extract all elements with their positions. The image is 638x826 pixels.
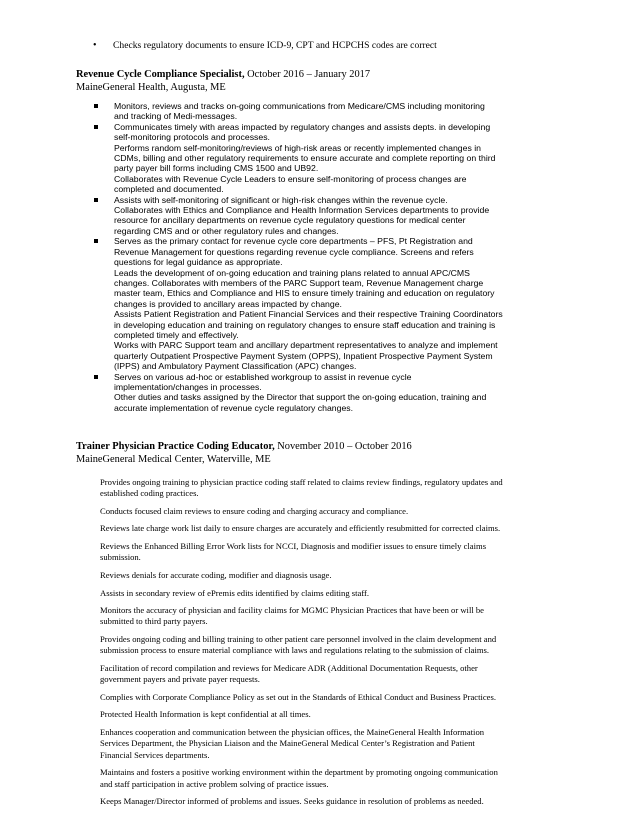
job1-bullet-line: questions for legal guidance as appropriate. (114, 257, 283, 268)
job2-duty-line: Assists in secondary review of ePremis edits identified by claims editing staff. (100, 587, 370, 598)
job1-bullet-line: Serves on various ad-hoc or established workgroup to assist in revenue cycle (114, 371, 412, 382)
job2-paragraph-list (100, 477, 570, 814)
job1-bullet-line: Other duties and tasks assigned by the Director that support the on-going education, training and (114, 392, 487, 403)
job1-bullet-line: changes. Collaborates with members of the PARC Support team, Revenue Management charge (114, 277, 484, 288)
job1-bullet-line: Collaborates with Revenue Cycle Leaders to ensure self-monitoring of process changes are (114, 173, 467, 184)
job2-duty-paragraph (100, 477, 570, 500)
job2-duty-line: Keeps Manager/Director informed of problems and issues. Seeks guidance in resolution of problems as needed. (100, 796, 484, 807)
job2-duty-line: government payers and private payer requests. (100, 674, 260, 685)
job2-duty-paragraph (100, 541, 570, 564)
job2-duty-line: Reviews denials for accurate coding, modifier and diagnosis usage. (100, 569, 332, 580)
job1-bullet-line: master team, Ethics and Compliance and HIS to ensure timely training and education on regulatory (114, 288, 495, 299)
job1-bullet-line: completed and documented. (114, 184, 224, 195)
job2-duty-line: Enhances cooperation and communication between the physician offices, the MaineGeneral Health Information (100, 727, 485, 738)
job2-duty-line: submitted to third party payers. (100, 616, 208, 627)
job1-bullet-line: Assists Patient Registration and Patient Financial Services and their respective Training Coordinators (114, 309, 503, 320)
job2-duty-paragraph (100, 605, 570, 628)
job2-duty-paragraph (100, 506, 570, 517)
job2-duty-line: and staff participation in active problem solving of practice issues. (100, 778, 329, 789)
job2-duty-paragraph (100, 796, 570, 807)
job1-bullet-line: Performs random self-monitoring/reviews of high-risk areas or recently implemented changes in (114, 142, 481, 153)
job1-title: Revenue Cycle Compliance Specialist, (76, 69, 245, 80)
job2-duty-line: submission process to ensure material compliance with laws and regulations relating to the submission of claims. (100, 645, 490, 656)
job1-bullet-list (93, 101, 573, 413)
job1-bullet-line: completed timely and effectively. (114, 329, 239, 340)
job2-duty-line: Facilitation of record compilation and reviews for Medicare ADR (Additional Documentation Requests, other (100, 662, 478, 673)
job2-duty-paragraph (100, 727, 570, 761)
job1-bullet-line: and tracking of Medi-messages. (114, 111, 238, 122)
job1-bullet-line: quarterly Outpatient Prospective Payment System (OPPS), Inpatient Prospective Payment System (114, 350, 493, 361)
job2-duty-line: Financial Services departments. (100, 749, 210, 760)
job1-bullet-line: party payer bill forms including CMS 1500 and UB92. (114, 163, 319, 174)
job2-title-line (76, 440, 412, 453)
job1-bullet-line: resource for ancillary departments on revenue cycle regulatory questions for medical center (114, 215, 466, 226)
job2-duty-line: Provides ongoing coding and billing training to other patient care personnel involved in the claim development and (100, 634, 497, 645)
job1-bullet-line: implementation/changes in processes. (114, 381, 262, 392)
square-bullet-icon (94, 375, 98, 379)
job2-duty-paragraph (100, 634, 570, 657)
job1-bullet-line: changes is provided to ancillary areas impacted by change. (114, 298, 342, 309)
square-bullet-icon (94, 104, 98, 108)
job2-duty-line: submission. (100, 552, 141, 563)
job1-bullet-line: accurate implementation of revenue cycle regulatory changes. (114, 402, 354, 413)
job2-duty-paragraph (100, 523, 570, 534)
job1-bullet-line: Leads the development of on-going education and training plans related to annual APC/CMS (114, 267, 470, 278)
job2-duty-line: Protected Health Information is kept confidential at all times. (100, 709, 311, 720)
job2-duty-line: Services Department, the Physician Liaison and the MaineGeneral Medical Center’s Registration and Patient (100, 738, 475, 749)
job1-bullet-item (93, 236, 573, 371)
job1-bullet-item (93, 101, 573, 122)
job2-duty-paragraph (100, 767, 570, 790)
job1-bullet-line: Works with PARC Support team and ancillary department representatives to analyze and implement (114, 340, 498, 351)
job1-title-line (76, 68, 370, 81)
top-bullet-text: Checks regulatory documents to ensure ICD-9, CPT and HCPCHS codes are correct (113, 40, 437, 51)
job2-duty-paragraph (100, 588, 570, 599)
job2-duty-line: Reviews the Enhanced Billing Error Work lists for NCCI, Diagnosis and modifier issues to ensure timely claims (100, 541, 487, 552)
job2-duty-paragraph (100, 663, 570, 686)
job2-employer: MaineGeneral Medical Center, Waterville, ME (76, 454, 271, 465)
job2-title: Trainer Physician Practice Coding Educator, (76, 441, 275, 452)
job2-duty-line: Maintains and fosters a positive working environment within the department by promoting ongoing communication (100, 767, 498, 778)
job1-bullet-line: Collaborates with Ethics and Compliance and Health Information Services departments to provide (114, 205, 490, 216)
job1-bullet-line: Monitors, reviews and tracks on-going communications from Medicare/CMS including monitoring (114, 101, 485, 111)
job2-dates: November 2010 – October 2016 (274, 441, 412, 452)
job2-duty-line: Complies with Corporate Compliance Policy as set out in the Standards of Ethical Conduct and Business Practices. (100, 691, 496, 702)
job2-duty-paragraph (100, 709, 570, 720)
job1-bullet-line: Serves as the primary contact for revenue cycle core departments – PFS, Pt Registration and (114, 236, 473, 247)
job2-duty-paragraph (100, 692, 570, 703)
job2-duty-line: Monitors the accuracy of physician and facility claims for MGMC Physician Practices that have been or will be (100, 605, 484, 616)
job1-employer: MaineGeneral Health, Augusta, ME (76, 82, 226, 93)
job1-bullet-line: CDMs, billing and other regulatory requirements to ensure accurate and complete reporting on third (114, 153, 496, 164)
job1-bullet-line: self-monitoring protocols and processes. (114, 132, 270, 143)
job1-bullet-line: Communicates timely with areas impacted by regulatory changes and assists depts. in developing (114, 121, 491, 132)
job1-bullet-item (93, 122, 573, 195)
bullet-dot-icon: • (93, 40, 97, 51)
job1-bullet-item (93, 195, 573, 237)
square-bullet-icon (94, 198, 98, 202)
job2-duty-line: established coding practices. (100, 488, 199, 499)
square-bullet-icon (94, 239, 98, 243)
job2-duty-line: Conducts focused claim reviews to ensure coding and charging accuracy and compliance. (100, 505, 409, 516)
job1-bullet-item (93, 372, 573, 414)
square-bullet-icon (94, 125, 98, 129)
job1-bullet-line: in developing education and training on regulatory changes to ensure staff education and training is (114, 319, 496, 330)
job2-duty-line: Reviews late charge work list daily to ensure charges are accurately and efficiently resubmitted for corrected claims. (100, 523, 501, 534)
job1-bullet-line: Revenue Management for questions regarding revenue cycle compliance. Screens and refers (114, 246, 474, 257)
job1-dates: October 2016 – January 2017 (244, 69, 371, 80)
job1-bullet-line: (IPPS) and Ambulatory Payment Classification (APC) changes. (114, 361, 357, 372)
job2-duty-paragraph (100, 570, 570, 581)
job2-duty-line: Provides ongoing training to physician practice coding staff related to claims review findings, regulatory updates and (100, 477, 503, 487)
job1-bullet-line: regarding CMS and or other regulatory rules and changes. (114, 225, 339, 236)
job1-bullet-line: Assists with self-monitoring of significant or high-risk changes within the revenue cycle. (114, 194, 448, 205)
